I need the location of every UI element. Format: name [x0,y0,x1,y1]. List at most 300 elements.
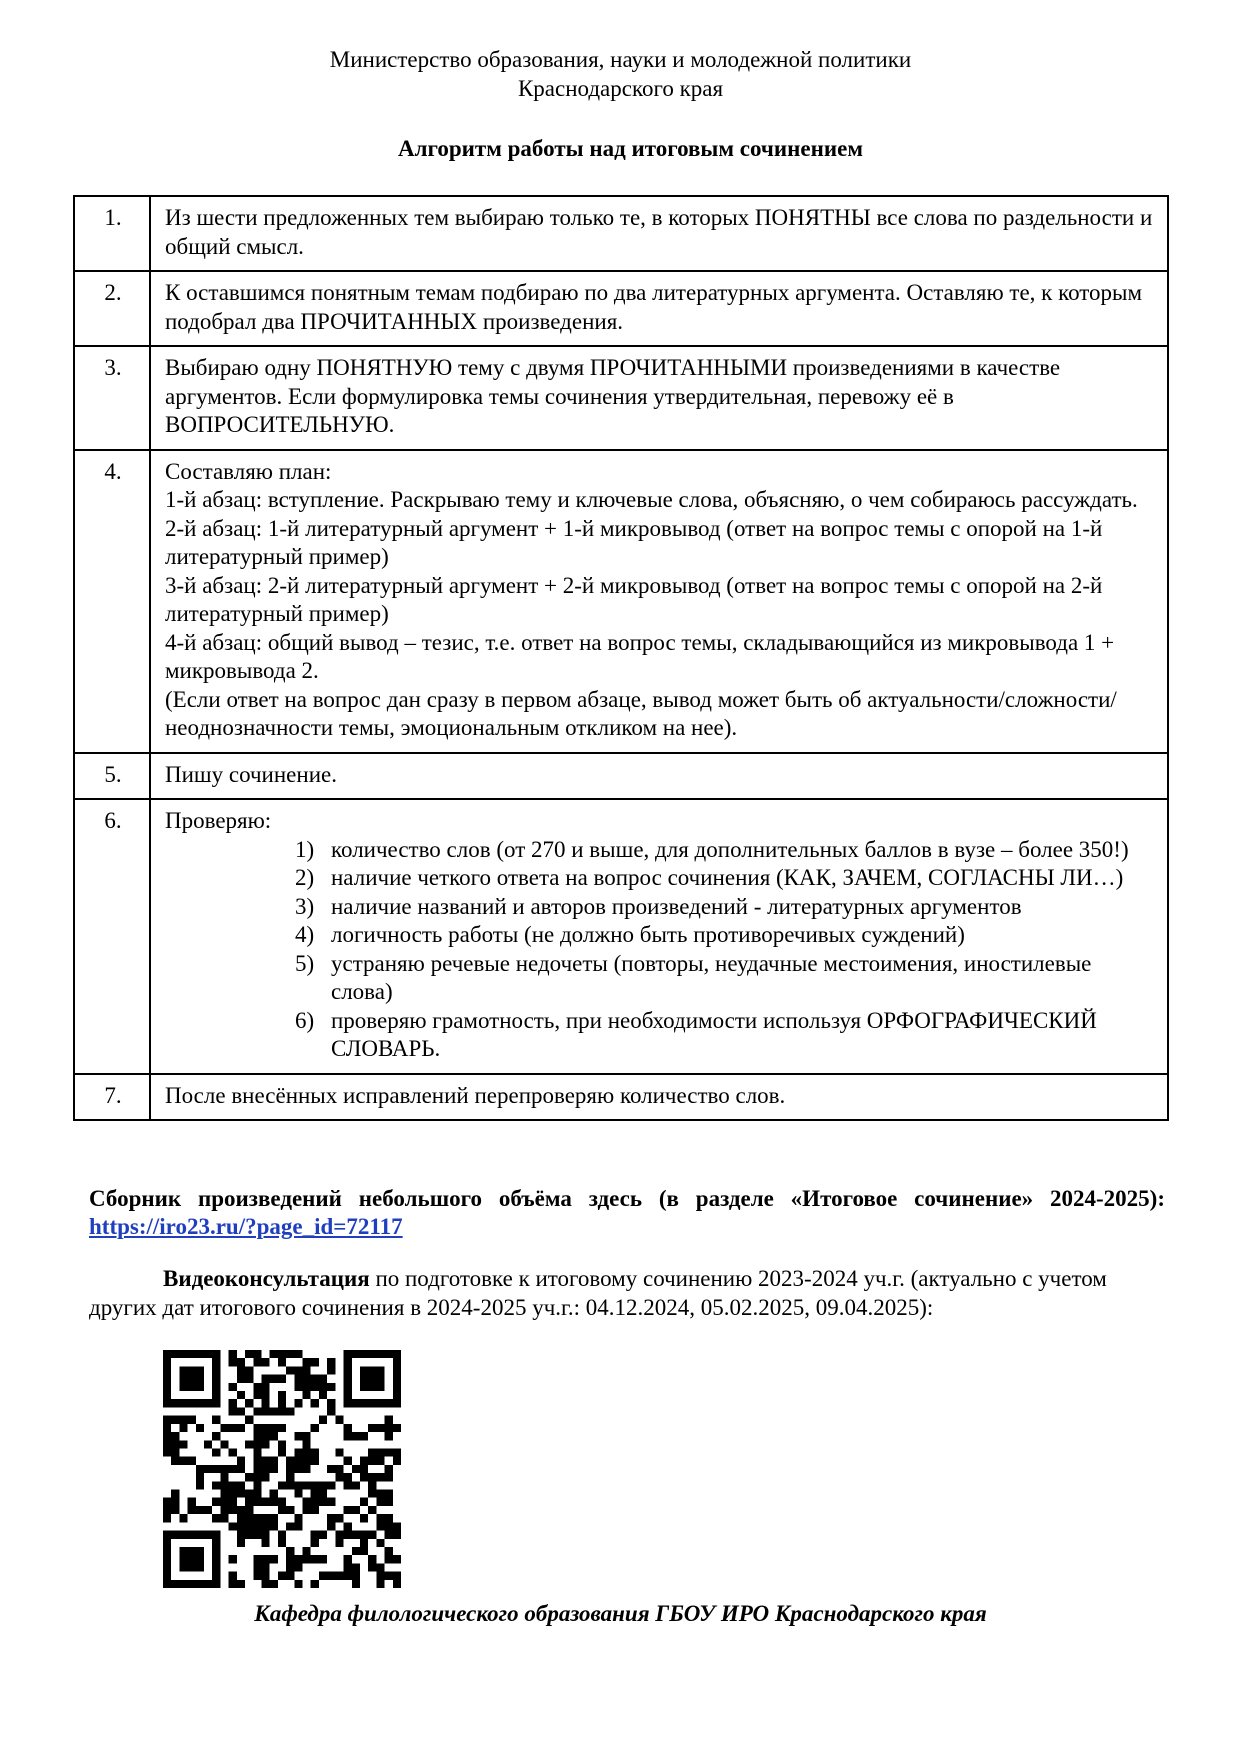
qr-module [303,1391,311,1399]
qr-module [261,1399,269,1407]
qr-module [229,1448,237,1456]
qr-module [352,1572,360,1580]
qr-module [179,1383,187,1391]
qr-module [376,1539,384,1547]
qr-module [188,1375,196,1383]
qr-module [163,1580,171,1588]
qr-module [294,1481,302,1489]
qr-module [319,1572,327,1580]
qr-module [261,1498,269,1506]
qr-module [303,1366,311,1374]
qr-module [344,1563,352,1571]
qr-module [245,1375,253,1383]
qr-module [286,1465,294,1473]
qr-module [245,1490,253,1498]
step-number: 6. [74,799,150,1074]
table-row [74,196,1168,271]
qr-module [294,1514,302,1522]
qr-module [179,1555,187,1563]
qr-module [360,1399,368,1407]
step-text: Пишу сочинение. [150,753,1168,800]
qr-module [385,1572,393,1580]
qr-module [261,1424,269,1432]
qr-module [261,1539,269,1547]
qr-module [171,1498,179,1506]
qr-module [286,1572,294,1580]
table-row [74,1074,1168,1121]
qr-module [311,1375,319,1383]
qr-module [229,1481,237,1489]
qr-module [196,1366,204,1374]
qr-module [270,1465,278,1473]
qr-module [163,1440,171,1448]
qr-module [196,1580,204,1588]
qr-module [360,1383,368,1391]
qr-module [229,1465,237,1473]
qr-module [171,1432,179,1440]
qr-module [261,1580,269,1588]
qr-module [212,1399,220,1407]
qr-module [360,1350,368,1358]
qr-module [196,1547,204,1555]
qr-module [270,1498,278,1506]
table-row [74,450,1168,753]
qr-module [229,1580,237,1588]
qr-module [212,1498,220,1506]
qr-module [294,1580,302,1588]
qr-module [179,1531,187,1539]
qr-module [294,1448,302,1456]
list-item [295,1007,1155,1064]
qr-module [245,1416,253,1424]
qr-module [335,1539,343,1547]
qr-module [237,1580,245,1588]
qr-module [179,1375,187,1383]
qr-module [253,1531,261,1539]
check-intro: Проверяю: [165,808,272,833]
qr-module [204,1465,212,1473]
qr-module [229,1407,237,1415]
qr-module [163,1448,171,1456]
qr-module [294,1350,302,1358]
qr-module [303,1506,311,1514]
qr-module [212,1514,220,1522]
qr-module [212,1383,220,1391]
qr-module [245,1473,253,1481]
qr-module [344,1432,352,1440]
qr-module [212,1539,220,1547]
qr-module [303,1383,311,1391]
list-text: наличие названий и авторов произведений - литературных аргументов [331,893,1022,919]
qr-module [344,1457,352,1465]
qr-module [163,1555,171,1563]
qr-module [385,1350,393,1358]
qr-module [245,1531,253,1539]
qr-module [294,1432,302,1440]
qr-module [253,1383,261,1391]
plan-line: 3-й абзац: 2-й литературный аргумент + 2-й микровывод (ответ на вопрос темы с опорой на 2-й литературный пример) [165,572,1103,626]
qr-module [196,1555,204,1563]
qr-module [179,1440,187,1448]
qr-module [229,1399,237,1407]
qr-module [368,1490,376,1498]
qr-module [229,1383,237,1391]
qr-module [163,1531,171,1539]
qr-module [212,1358,220,1366]
qr-module [220,1440,228,1448]
qr-module [311,1383,319,1391]
qr-module [327,1465,335,1473]
qr-module [319,1555,327,1563]
qr-module [212,1572,220,1580]
qr-module [393,1366,401,1374]
qr-module [335,1514,343,1522]
qr-module [319,1391,327,1399]
qr-module [286,1555,294,1563]
qr-module [385,1514,393,1522]
qr-module [311,1506,319,1514]
qr-module [245,1399,253,1407]
qr-module [163,1506,171,1514]
qr-module [253,1465,261,1473]
qr-module [204,1350,212,1358]
step-number: 2. [74,271,150,346]
qr-module [303,1457,311,1465]
qr-module [188,1366,196,1374]
qr-module [278,1350,286,1358]
qr-module [179,1366,187,1374]
list-item [295,950,1155,1007]
qr-module [212,1547,220,1555]
qr-module [270,1522,278,1530]
qr-module [319,1481,327,1489]
qr-module [311,1531,319,1539]
qr-module [352,1506,360,1514]
qr-module [261,1572,269,1580]
qr-module [344,1506,352,1514]
qr-module [327,1498,335,1506]
qr-module [261,1531,269,1539]
qr-module [163,1547,171,1555]
qr-module [196,1465,204,1473]
qr-module [270,1514,278,1522]
qr-module [294,1522,302,1530]
step-text: Из шести предложенных тем выбираю только те, в которых ПОНЯТНЫ все слова по раздельности и общий смысл. [150,196,1168,271]
qr-module [237,1514,245,1522]
table-row [74,799,1168,1074]
qr-module [303,1448,311,1456]
qr-module [171,1416,179,1424]
qr-module [294,1375,302,1383]
qr-module [253,1572,261,1580]
qr-module [393,1375,401,1383]
qr-module [212,1555,220,1563]
qr-module [270,1457,278,1465]
qr-module [319,1375,327,1383]
qr-module [253,1555,261,1563]
qr-module [278,1399,286,1407]
qr-module [344,1531,352,1539]
qr-module [376,1350,384,1358]
qr-module [376,1399,384,1407]
qr-module [261,1440,269,1448]
qr-module [261,1457,269,1465]
qr-module [179,1350,187,1358]
qr-module [393,1580,401,1588]
qr-module [376,1424,384,1432]
qr-module [171,1440,179,1448]
qr-module [278,1358,286,1366]
video-consultation-label: Видеоконсультация [163,1266,370,1291]
qr-module [368,1563,376,1571]
qr-module [352,1481,360,1489]
qr-module [237,1424,245,1432]
list-marker: 4) [295,922,315,947]
qr-module [393,1391,401,1399]
qr-module [229,1506,237,1514]
qr-module [179,1563,187,1571]
qr-module [188,1399,196,1407]
qr-module [360,1432,368,1440]
qr-module [261,1473,269,1481]
qr-module [286,1457,294,1465]
qr-module [261,1465,269,1473]
qr-module [237,1366,245,1374]
qr-module [237,1391,245,1399]
qr-module [196,1531,204,1539]
qr-module [229,1522,237,1530]
qr-module [311,1539,319,1547]
qr-module [179,1514,187,1522]
qr-module [327,1481,335,1489]
step-number: 5. [74,753,150,800]
qr-module [253,1440,261,1448]
qr-module [393,1399,401,1407]
qr-module [253,1448,261,1456]
qr-module [286,1522,294,1530]
list-item [295,921,1155,950]
qr-module [294,1383,302,1391]
qr-module [212,1416,220,1424]
qr-module [270,1350,278,1358]
qr-module [261,1375,269,1383]
qr-module [261,1522,269,1530]
qr-module [393,1448,401,1456]
qr-module [220,1473,228,1481]
qr-module [335,1416,343,1424]
qr-module [368,1383,376,1391]
qr-module [311,1490,319,1498]
qr-module [237,1358,245,1366]
qr-module [212,1366,220,1374]
qr-module [237,1407,245,1415]
qr-module [253,1490,261,1498]
qr-module [171,1490,179,1498]
qr-module [376,1448,384,1456]
qr-module [188,1506,196,1514]
qr-module [253,1481,261,1489]
qr-module [360,1473,368,1481]
qr-module [327,1383,335,1391]
qr-module [204,1440,212,1448]
list-text: наличие четкого ответа на вопрос сочинения (КАК, ЗАЧЕМ, СОГЛАСНЫ ЛИ…) [331,865,1124,890]
qr-module [171,1580,179,1588]
qr-module [360,1514,368,1522]
qr-module [229,1572,237,1580]
qr-module [376,1375,384,1383]
qr-module [163,1399,171,1407]
qr-module [385,1522,393,1530]
qr-module [163,1514,171,1522]
qr-module [376,1522,384,1530]
qr-module [327,1366,335,1374]
qr-module [171,1457,179,1465]
qr-module [237,1531,245,1539]
qr-module [188,1580,196,1588]
qr-module [335,1473,343,1481]
qr-module [163,1350,171,1358]
qr-module [376,1514,384,1522]
qr-module [344,1555,352,1563]
qr-module [163,1572,171,1580]
qr-module [352,1547,360,1555]
qr-module [212,1391,220,1399]
qr-module [261,1383,269,1391]
list-marker: 6) [295,1007,315,1033]
qr-module [253,1407,261,1415]
qr-module [393,1555,401,1563]
qr-module [261,1555,269,1563]
qr-module [245,1522,253,1530]
qr-module [344,1366,352,1374]
qr-code-icon[interactable] [163,1350,401,1588]
video-consultation-paragraph [89,1265,1129,1322]
qr-module [204,1506,212,1514]
qr-module [311,1399,319,1407]
qr-module [327,1522,335,1530]
qr-module [220,1498,228,1506]
qr-module [163,1358,171,1366]
qr-module [270,1375,278,1383]
qr-module [188,1457,196,1465]
qr-module [385,1547,393,1555]
qr-module [163,1424,171,1432]
qr-module [261,1563,269,1571]
qr-module [261,1391,269,1399]
qr-module [286,1473,294,1481]
plan-line: (Если ответ на вопрос дан сразу в первом абзаце, вывод может быть об актуальности/сложности/неоднозначности темы, эмоциональным откликом на нее). [165,686,1117,740]
qr-module [327,1514,335,1522]
qr-module [188,1383,196,1391]
qr-module [196,1481,204,1489]
ministry-line-2: Краснодарского края [517,75,724,101]
qr-module [270,1490,278,1498]
qr-module [303,1432,311,1440]
plan-line: 2-й абзац: 1-й литературный аргумент + 1-й микровывод (ответ на вопрос темы с опорой на 1-й литературный пример) [165,515,1103,569]
qr-module [335,1572,343,1580]
qr-module [163,1498,171,1506]
qr-module [360,1539,368,1547]
qr-module [278,1424,286,1432]
qr-module [179,1416,187,1424]
qr-module [319,1383,327,1391]
qr-module [188,1563,196,1571]
qr-module [179,1399,187,1407]
qr-module [352,1432,360,1440]
list-item [295,864,1155,893]
qr-module [163,1391,171,1399]
qr-module [294,1555,302,1563]
qr-module [245,1440,253,1448]
qr-module [179,1457,187,1465]
qr-module [303,1481,311,1489]
qr-module [344,1383,352,1391]
qr-module [253,1358,261,1366]
qr-module [196,1506,204,1514]
collection-link[interactable]: https://iro23.ru/?page_id=72117 [89,1214,403,1239]
qr-module [303,1498,311,1506]
collection-text: Сборник произведений небольшого объёма здесь (в разделе «Итоговое сочинение» 2024-2025): [89,1186,1165,1211]
qr-module [385,1399,393,1407]
qr-module [179,1547,187,1555]
qr-module [368,1375,376,1383]
qr-module [253,1514,261,1522]
qr-module [368,1424,376,1432]
qr-module [270,1424,278,1432]
qr-module [196,1375,204,1383]
qr-module [352,1531,360,1539]
qr-module [212,1448,220,1456]
qr-module [385,1465,393,1473]
qr-module [385,1490,393,1498]
qr-module [344,1399,352,1407]
algorithm-table [73,195,1169,1121]
qr-module [335,1448,343,1456]
qr-module [385,1416,393,1424]
qr-module [368,1350,376,1358]
qr-module [294,1465,302,1473]
qr-module [212,1465,220,1473]
qr-module [376,1498,384,1506]
qr-module [286,1481,294,1489]
qr-module [368,1473,376,1481]
step-number: 4. [74,450,150,753]
qr-module [229,1498,237,1506]
qr-module [393,1572,401,1580]
qr-module [253,1498,261,1506]
qr-module [163,1539,171,1547]
table-row [74,271,1168,346]
qr-module [261,1514,269,1522]
qr-module [212,1432,220,1440]
qr-module [344,1481,352,1489]
check-list [165,836,1155,1064]
qr-module [335,1465,343,1473]
plan-line: 4-й абзац: общий вывод – тезис, т.е. ответ на вопрос темы, складывающийся из микровывода 1 + микровывода 2. [165,629,1115,683]
qr-module [311,1481,319,1489]
step-text: После внесённых исправлений перепроверяю количество слов. [150,1074,1168,1121]
qr-module [352,1563,360,1571]
qr-module [385,1555,393,1563]
qr-module [352,1399,360,1407]
qr-module [344,1375,352,1383]
qr-module [212,1375,220,1383]
qr-module [335,1531,343,1539]
list-marker: 1) [295,836,315,862]
step-number: 3. [74,346,150,450]
list-marker: 5) [295,950,315,976]
qr-module [360,1366,368,1374]
